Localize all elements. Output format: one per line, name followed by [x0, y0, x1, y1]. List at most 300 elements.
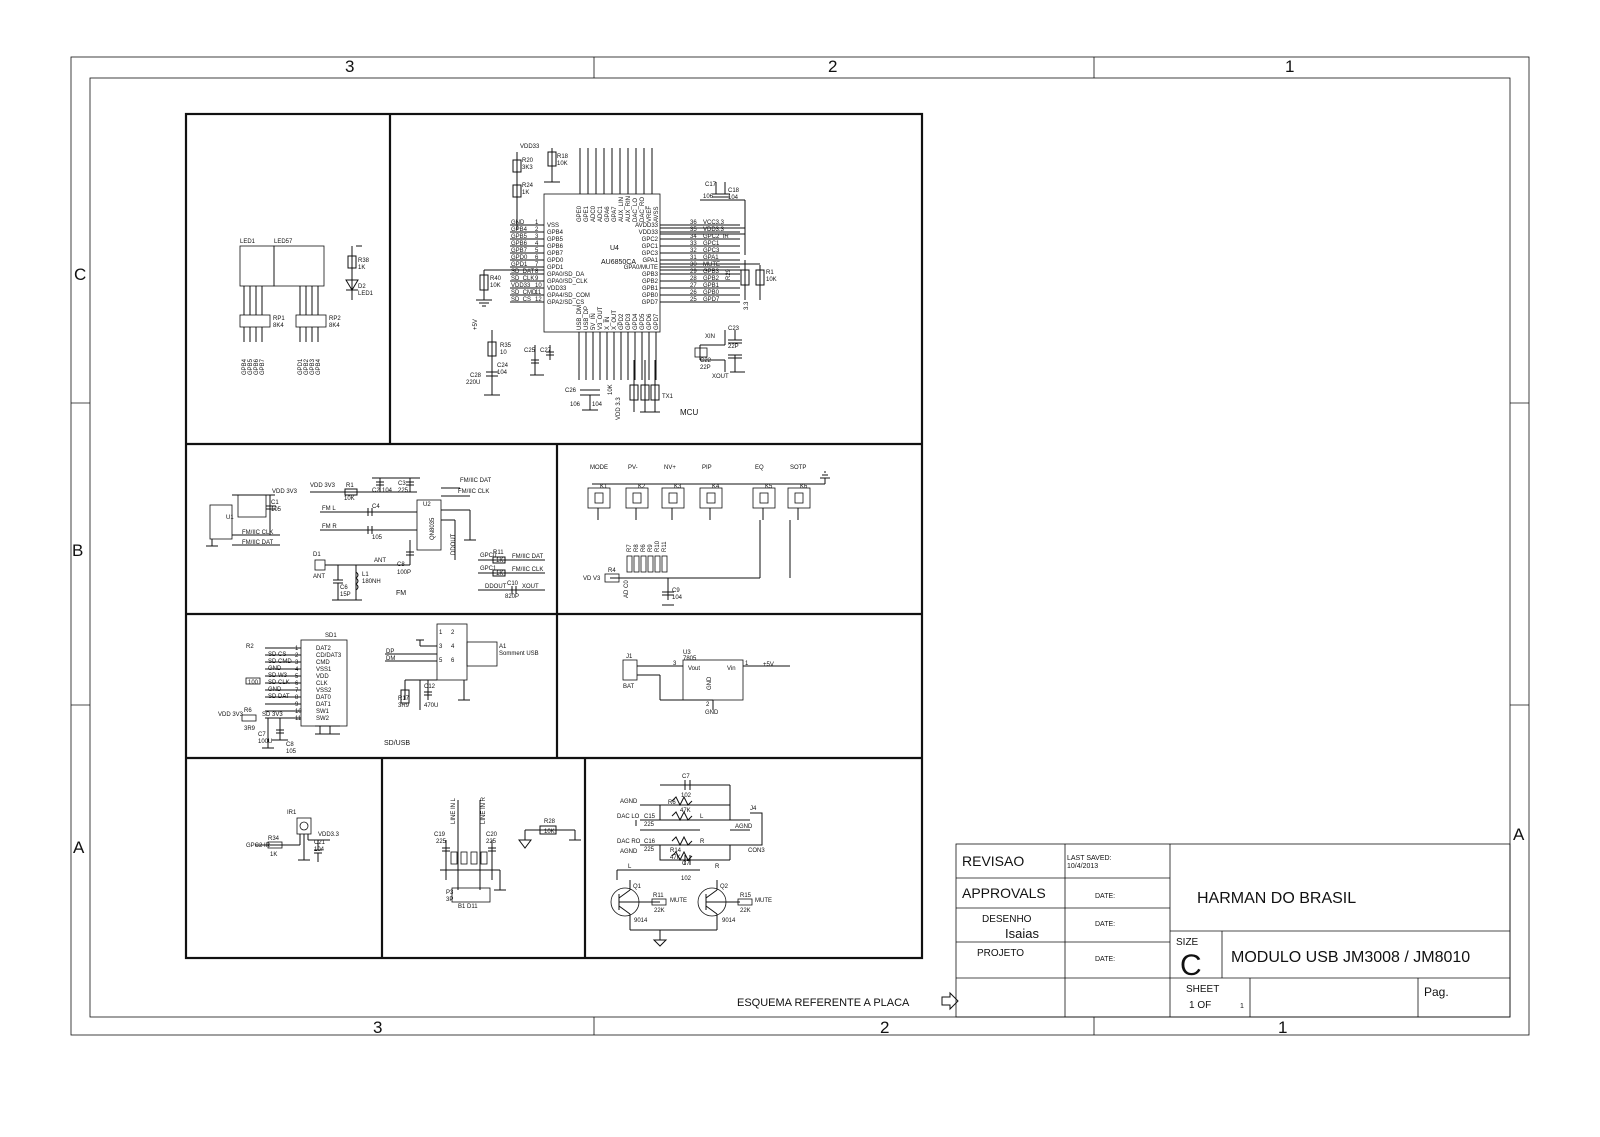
r24-val: 1K [522, 190, 530, 196]
led-net-left: GPB6 [254, 358, 260, 375]
u4-right-net: VCC3.3 [703, 220, 725, 226]
key-ladder-resistor [634, 556, 639, 572]
zone-top-2: 2 [828, 57, 838, 76]
u4-left-net: GPD1 [511, 262, 528, 268]
u4-right-pin-num: 32 [690, 248, 697, 254]
u4-right-pin-name: GPB3 [641, 272, 658, 278]
d2-label: LED1 [358, 291, 374, 297]
u4-left-pin-name: GPB5 [547, 237, 564, 243]
c17-ref: C17 [705, 182, 717, 188]
u4-bottom-pin-name: V3_OUT [598, 306, 604, 330]
r18-val: 10K [557, 161, 568, 167]
r35-val: 10 [500, 350, 507, 356]
u4-left-pin-name: GPA2/SD_CS [547, 300, 585, 306]
linein-c20-ref: C20 [486, 832, 498, 838]
audio-l-2: L [628, 864, 632, 870]
fm-c2-val: 104 [382, 488, 393, 494]
key-adc: AD C0 [624, 580, 630, 598]
u4-left-pin-name: GPA0/SD_CLK [547, 279, 588, 285]
fm-c8-ref: C8 [397, 562, 405, 568]
xout-net: XOUT [712, 374, 729, 380]
key-switch-body [626, 488, 648, 508]
audio-r15-val: 22K [740, 908, 751, 914]
ir-vdd: VDD3.3 [318, 832, 340, 838]
r9-ref: TX1 [662, 394, 674, 400]
key-switch-body [788, 488, 810, 508]
u4-bottom-pin-name: X_IN [605, 316, 611, 330]
ir-c21-ref: C21 [314, 840, 326, 846]
u4-bottom-pin-name: GPD7 [654, 313, 660, 330]
u4-right-net: GPB2 [703, 276, 720, 282]
u4-bottom-pin-name: GPD6 [647, 313, 653, 330]
led1-ref: LED1 [240, 239, 256, 245]
u4-left-net: SD_CMD [511, 290, 537, 296]
u4-left-net: GPB4 [511, 227, 528, 233]
audio-c16-ref: C16 [644, 839, 656, 845]
fm-c6-val: 15P [340, 592, 351, 598]
sd-pin-num: 11 [295, 716, 302, 722]
fm-module [238, 495, 266, 517]
audio-q2-ref: Q2 [720, 884, 729, 890]
zone-top-1: 1 [1285, 57, 1295, 76]
key-switch-actuator [707, 493, 715, 503]
ir-r34-ref: R34 [268, 836, 280, 842]
linein-r30-body [461, 852, 467, 864]
sd-pin-name: CMD [316, 660, 330, 666]
u4-top-pin-name: DAC_LO [633, 197, 639, 222]
fm-c5-val: 105 [372, 535, 383, 541]
sd-pin-num: 2 [295, 653, 299, 659]
key-c9-ref: C9 [672, 588, 680, 594]
audio-block [611, 774, 772, 946]
u4-right-pin-name: GPB1 [641, 286, 658, 292]
fm-c1-val: 105 [271, 507, 282, 513]
audio-agnd-3: AGND [735, 824, 753, 830]
sd-3v3: SD 3V3 [262, 712, 283, 718]
led-net-right: GPD1 [298, 358, 304, 375]
audio-r14-ref: R14 [670, 848, 682, 854]
audio-agnd-2: AGND [620, 849, 638, 855]
key-ladder-ref: R9 [648, 544, 654, 552]
tb-last-saved-date: 10/4/2013 [1067, 863, 1099, 870]
ir1-ref: IR1 [287, 810, 297, 816]
u4-right-net: VDD3.3 [703, 227, 725, 233]
sd-pin-name: VSS2 [316, 688, 332, 694]
audio-r: R [700, 839, 705, 845]
key-switch-body [700, 488, 722, 508]
u4-right-net: GPA1 [703, 255, 719, 261]
c26b-val: 104 [592, 402, 603, 408]
audio-r-2: R [715, 864, 720, 870]
power-out: +5V [763, 662, 774, 668]
sd-pin-name: DAT1 [316, 702, 331, 708]
r40-ref: R40 [490, 276, 502, 282]
linein-l: LINE IN L [451, 797, 457, 824]
zone-left-a: A [73, 838, 85, 857]
tb-sheet-value: 1 OF [1189, 1000, 1212, 1011]
c25-ref: C25 [524, 348, 536, 354]
u4-left-pin-num: 12 [535, 297, 542, 303]
power-gnd: GND [705, 710, 719, 716]
qn8035-part: QN8035 [430, 517, 436, 540]
key-switches [588, 465, 810, 572]
u4-top-pin-name: AVSS [654, 206, 660, 222]
u4-bottom-pin-name: GPD3 [626, 313, 632, 330]
audio-q1-ref: Q1 [633, 884, 642, 890]
power-j1-name: BAT [623, 684, 635, 690]
mcu-3v3-net: 3.3 [744, 301, 750, 310]
audio-q2-part: 9014 [722, 918, 736, 924]
led57-ref: LED57 [274, 239, 293, 245]
mcu-block [466, 144, 777, 420]
ir-block [246, 810, 340, 862]
u4-left-pin-num: 3 [535, 234, 539, 240]
u4-right-pin-num: 25 [690, 297, 697, 303]
zone-bottom-3: 3 [373, 1018, 383, 1037]
u4-left-pin-name: GPB6 [547, 244, 564, 250]
u4-right-pins [624, 220, 740, 306]
key-ladder-ref: R6 [641, 544, 647, 552]
key-ref: K5 [765, 484, 773, 490]
fm-c1-ref: C1 [271, 500, 279, 506]
key-ref: K4 [712, 484, 720, 490]
zone-bottom-1: 1 [1278, 1018, 1288, 1037]
sd-r6-val: 3R9 [244, 726, 256, 732]
audio-c7-ref: C7 [682, 774, 690, 780]
audio-c7b-ref: C7 [682, 861, 690, 867]
u4-right-pin-name: GPC3 [641, 251, 658, 257]
tb-date-1: DATE: [1095, 893, 1116, 900]
c24-val: 104 [497, 370, 508, 376]
sd-pin-name: CLK [316, 681, 328, 687]
sd-pin-name: SW1 [316, 709, 330, 715]
r38-val: 1K [358, 265, 366, 271]
c28-ref: C28 [470, 373, 482, 379]
u4-right-pin-name: GPB2 [641, 279, 658, 285]
key-ref: K2 [638, 484, 646, 490]
u4-bottom-pin-name: GPD5 [640, 313, 646, 330]
key-ref: K1 [600, 484, 608, 490]
u4-right-net: GPB0 [703, 290, 720, 296]
u4-right-pin-name: GPA0/MUTE [623, 265, 658, 271]
sd-pin-num: 7 [295, 688, 299, 694]
r24-ref: R24 [522, 183, 534, 189]
outer-frame [71, 57, 1529, 1035]
key-ladder-ref: R11 [662, 541, 668, 552]
key-ladder-resistor [655, 556, 660, 572]
linein-r32-body [451, 852, 457, 864]
usb-dp: DP [386, 649, 395, 655]
fm-u1-ref: U1 [226, 515, 234, 521]
sd-pin-name: SW2 [316, 716, 330, 722]
u4-right-net: GPC3 [703, 248, 720, 254]
sd-net: SD DAT [268, 694, 290, 700]
u4-left-pin-num: 4 [535, 241, 539, 247]
key-ladder-ref: R10 [655, 540, 661, 552]
led-net-right: GPB3 [310, 358, 316, 375]
mcu-5v-net: +5V [473, 319, 479, 330]
key-switch-actuator [595, 493, 603, 503]
u3-pin-1: 1 [745, 661, 749, 667]
u4-left-pin-num: 9 [535, 276, 539, 282]
u4-right-pin-name: GPD7 [641, 300, 658, 306]
key-c9-val: 104 [672, 595, 683, 601]
led-net-right: GPB4 [316, 358, 322, 375]
rp2-ref: RP2 [329, 316, 341, 322]
audio-c15-val: 225 [644, 822, 655, 828]
key-label-eq: EQ [755, 465, 764, 471]
u4-right-net: GPB3 [703, 269, 720, 275]
sdusb-block [218, 624, 539, 755]
sd-pin-name: DAT0 [316, 695, 331, 701]
fm-ddout-2: DDOUT [485, 584, 507, 590]
usb-pin-num: 1 [439, 630, 443, 636]
key-ref: K6 [800, 484, 808, 490]
u4-right-net: GPD7 [703, 297, 720, 303]
u4-left-pin-name: GPB4 [547, 230, 564, 236]
u4-right-pin-num: 34 [690, 234, 697, 240]
u4-top-pin-name: VREF [647, 205, 653, 222]
tb-projeto: PROJETO [977, 948, 1025, 959]
mcu-supply: VDD33 [520, 144, 540, 150]
led-nets-right [298, 358, 322, 375]
r35-ref: R35 [500, 343, 512, 349]
key-label-pv: PV- [628, 465, 638, 471]
led-net-left: GPB7 [260, 358, 266, 375]
usb-pin-num: 5 [439, 658, 443, 664]
tx1-val: 22P [700, 365, 711, 371]
rp1-val: 8K4 [273, 323, 284, 329]
key-ladder-resistor [662, 556, 667, 572]
sd-ref: SD1 [325, 633, 337, 639]
keys-block [583, 465, 830, 605]
u4-right-pin-num: 30 [690, 262, 697, 268]
fm-c6-ref: C6 [340, 585, 348, 591]
sd-pin-num: 1 [295, 646, 299, 652]
u4-left-pin-name: VSS [547, 223, 560, 229]
led-block [240, 239, 374, 375]
u4-top-pin-name: ADC0 [591, 205, 597, 222]
fm-r1-ref: R1 [346, 483, 354, 489]
audio-dac-ro: DAC RO [617, 839, 641, 845]
u3-vin: Vin [727, 666, 736, 672]
fm-l1-val: 180NH [362, 579, 381, 585]
fm-supply: VDD 3V3 [310, 483, 336, 489]
u4-top-pin-name: DAC_RO [640, 196, 646, 222]
tb-last-saved-label: LAST SAVED: [1067, 855, 1112, 862]
sd-pin-num: 3 [295, 660, 299, 666]
u4-left-net: VDD33 [511, 283, 531, 289]
u4-right-pin-name: GPB0 [641, 293, 658, 299]
sd-r6-body [242, 715, 256, 721]
rp2-body [296, 315, 326, 327]
key-label-sotp: SOTP [790, 465, 807, 471]
u4-top-pin-name: GPA7 [612, 206, 618, 222]
audio-c16-val: 225 [644, 847, 655, 853]
power-j1-body [623, 660, 637, 680]
c26-ref: C26 [565, 388, 577, 394]
u4-left-net: GPB6 [511, 241, 528, 247]
audio-r15-body [738, 899, 752, 905]
u4-bottom-pin-name: 5V_IN [591, 313, 597, 330]
fm-d1-ref: D1 [313, 552, 321, 558]
sd-net: SD W3 [268, 673, 288, 679]
key-label-mode: MODE [590, 465, 608, 471]
ir-gpc2: GPC2 IR [246, 843, 271, 849]
u4-left-pin-name: GPD0 [547, 258, 564, 264]
audio-r6-val: 47K [680, 808, 691, 814]
usb-pin-num: 6 [451, 658, 455, 664]
u4-right-pin-num: 26 [690, 290, 697, 296]
linein-p3-ref: P3 [446, 890, 454, 896]
c18-val: 104 [728, 195, 739, 201]
sd-r6-ref: R6 [244, 708, 252, 714]
tb-title: MODULO USB JM3008 / JM8010 [1231, 949, 1471, 966]
u4-top-pins [577, 196, 660, 222]
u4-bottom-pin-name: X_OUT [612, 309, 618, 330]
fm-c8-val: 100P [397, 570, 412, 576]
fm-d1-val: ANT [313, 574, 325, 580]
u4-part: AU6850CA [601, 259, 637, 266]
u4-top-pin-name: AUX_RIN [626, 195, 632, 222]
fm-r11-val: 1K [496, 558, 504, 564]
r20-ref: R20 [522, 158, 534, 164]
u4-left-pin-num: 7 [535, 262, 539, 268]
sd-c7-ref: C7 [258, 732, 266, 738]
audio-agnd-1: AGND [620, 799, 638, 805]
u4-left-pin-name: GPD1 [547, 265, 564, 271]
u4-top-pin-name: GPA6 [605, 206, 611, 222]
sd-net: GND [268, 687, 282, 693]
u4-left-net: GPB7 [511, 248, 528, 254]
fm-r11-ref: R11 [493, 550, 504, 556]
linein-p3-val: 3P [446, 897, 454, 903]
audio-r11-ref: R11 [653, 893, 664, 899]
fm-supply-u1: VDD 3V3 [272, 489, 298, 495]
fm-u2-ref: U2 [423, 502, 431, 508]
sd-pin-num: 9 [295, 702, 299, 708]
tb-revisao: REVISAO [962, 853, 1025, 869]
audio-l: L [700, 814, 704, 820]
sd-pin-name: VSS1 [316, 667, 332, 673]
u4-bottom-pins [577, 305, 660, 380]
key-switch-actuator [633, 493, 641, 503]
r18-ref: R18 [557, 154, 569, 160]
audio-j4-ref: J4 [750, 806, 757, 812]
u4-left-net: SD_DAT [511, 269, 535, 275]
fm-c4-ref: C4 [372, 504, 380, 510]
ir-c21-val: 104 [314, 847, 325, 853]
zone-right-a: A [1513, 825, 1525, 844]
fm-net-clk-2: FM/IIC CLK [458, 489, 490, 495]
led-net-right: GPB2 [304, 358, 310, 375]
fm-r1-val: 10K [344, 496, 355, 502]
u4-left-pin-num: 10 [535, 283, 542, 289]
audio-mute-1: MUTE [670, 898, 687, 904]
u4-top-pin-name: GPE0 [577, 205, 583, 222]
u4-left-net: SD_CS [511, 297, 532, 303]
sd-net: SD CMD [268, 659, 292, 665]
sd-c8-ref: C8 [286, 742, 294, 748]
led1-module [240, 246, 274, 286]
linein-p3-body [452, 888, 490, 902]
sd-net: SD CLK [268, 680, 290, 686]
u4-left-pin-num: 1 [535, 220, 539, 226]
sdusb-label: SD/USB [384, 740, 411, 747]
fm-net-dat-2: FM/IIC DAT [460, 478, 492, 484]
u4-left-pin-num: 2 [535, 227, 539, 233]
sd-vdd: VDD 3V3 [218, 712, 244, 718]
u4-right-pin-name: GPA1 [642, 258, 658, 264]
fm-net-dat-3: FM/IIC DAT [512, 554, 544, 560]
c18-ref: C18 [728, 188, 740, 194]
key-ladder-ref: R7 [627, 544, 633, 552]
sd-c8-val: 105 [286, 749, 297, 755]
sd-pin-num: 10 [295, 709, 302, 715]
fm-net-dat-1: FM/IIC DAT [242, 540, 274, 546]
r1-val: 10K [608, 384, 614, 395]
u4-left-net: GPB5 [511, 234, 528, 240]
usb-r17-ref: R17 [398, 696, 410, 702]
usb-c12-val: 470U [424, 703, 439, 709]
c28-val: 220U [466, 380, 481, 386]
tb-desenho-name: Isaias [1005, 926, 1039, 941]
key-switch-actuator [795, 493, 803, 503]
tb-approvals: APPROVALS [962, 885, 1046, 901]
u3-pin-2: 2 [706, 702, 710, 708]
tx1-ref: C22 [700, 358, 712, 364]
usb-name: Somment USB [499, 651, 539, 657]
usb-c12-ref: C12 [424, 684, 436, 690]
linein-r28-ref: R28 [544, 819, 556, 825]
ir-r34-val: 1K [270, 852, 278, 858]
audio-r6-ref: R6 [668, 800, 676, 806]
u4-right-pin-num: 31 [690, 255, 697, 261]
linein-r33-body [481, 852, 487, 864]
fm-c10-ref: C10 [507, 581, 519, 587]
u4-right-net: MUTE [703, 262, 720, 268]
led-net-left: GPB4 [242, 358, 248, 375]
u3-ref: U3 [683, 650, 691, 656]
tb-date-3: DATE: [1095, 956, 1116, 963]
usb-pins [439, 630, 455, 664]
sd-pin-num: 5 [295, 674, 299, 680]
u4-left-pin-name: VDD33 [547, 286, 567, 292]
sd-pin-name: CD/DAT3 [316, 653, 342, 659]
u4-left-pin-num: 8 [535, 269, 539, 275]
u4-bottom-pin-name: GPD2 [619, 313, 625, 330]
linein-r: LINE IN R [481, 796, 487, 824]
sd-net: SD CS [268, 652, 287, 658]
u4-right-pin-num: 27 [690, 283, 697, 289]
linein-c20-val: 225 [486, 839, 497, 845]
power-j1-ref: J1 [626, 654, 633, 660]
fm-c3-ref: C3 [398, 481, 406, 487]
fm-c2-ref: C2 [372, 488, 380, 494]
sd-pins [265, 646, 342, 722]
u4-right-pin-name: VDD33 [638, 230, 658, 236]
key-ladder-resistor [627, 556, 632, 572]
usb-pin-num: 3 [439, 644, 443, 650]
zone-left-b: B [72, 541, 84, 560]
inner-frame [90, 78, 1510, 1017]
audio-mute-2: MUTE [755, 898, 772, 904]
audio-r11-val: 22K [654, 908, 665, 914]
sd-net: GND [268, 666, 282, 672]
u4-right-pin-num: 29 [690, 269, 697, 275]
u4-left-pin-num: 6 [535, 255, 539, 261]
zone-top-3: 3 [345, 57, 355, 76]
